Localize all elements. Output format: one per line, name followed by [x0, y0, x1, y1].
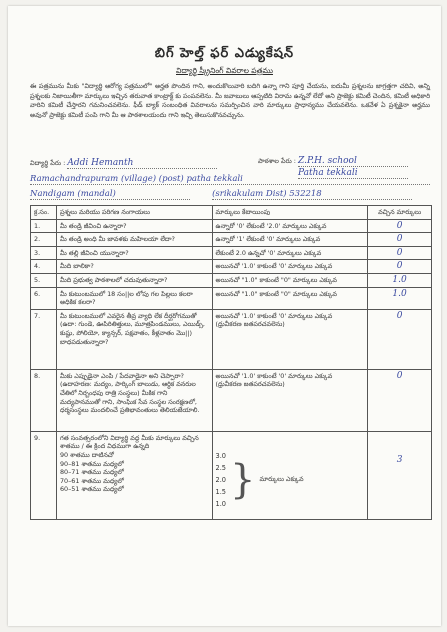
school-name-label: పాఠశాల పేరు: [258, 157, 292, 165]
row-number: 3.: [31, 246, 57, 260]
row-score: 0: [396, 261, 403, 272]
row-marks: అయినచో "1.0" కాకుంటే "0" మార్కులు ఎక్కువ: [212, 273, 368, 287]
row-question: మీ తండ్రి అంధి మీ జావళకు మహిలయా లేదా?: [56, 233, 212, 247]
table-header-row: [31, 206, 432, 220]
scale-label: మార్కులు ఎక్కువ: [259, 475, 304, 484]
header-marks: మార్కులు కేటాయింపు: [212, 206, 368, 220]
row-question: గత సంవత్సరంలోని విద్యార్థి వద్ద మీకు మార్కులు వచ్చిన శాతము / ఈ క్రింద విధముగా ఉన్నది: [59, 433, 199, 451]
school-name-row: పాఠశాల పేరు : Z.P.H. school: [258, 156, 408, 167]
table-row: [31, 369, 432, 431]
row-number: 7.: [31, 309, 57, 369]
row-question: మీ తండ్రి జీవించి ఉన్నారా?: [56, 219, 212, 233]
table-row: [31, 246, 432, 260]
row-marks: అయినచో '1.0' కాకుంటే '0' మార్కులు ఎక్కువ: [215, 371, 333, 380]
curly-brace-icon: }: [230, 456, 256, 503]
header-question: ప్రశ్నలు మరియు పరిగణ నంగాయలు: [56, 206, 212, 220]
row-question: మీది ప్రభుత్వ పాఠశాలలో చదువుతున్నారా?: [56, 273, 212, 287]
header-score: వచ్చిన మార్కులు: [368, 206, 432, 220]
scale-item: 60–51 శాతము మధ్యలో: [59, 485, 124, 494]
row-number: 9.: [31, 431, 57, 519]
scale-item: 90–81 శాతము మధ్యలో: [59, 459, 124, 468]
row-marks-note: (ధ్రువీకరణ జతపరచవలెను): [215, 380, 285, 389]
scale-item: 80–71 శాతము మధ్యలో: [59, 468, 124, 477]
row-score: 3: [396, 454, 403, 465]
header-sno: క్ర.సం.: [31, 206, 57, 220]
scale-values: [216, 450, 227, 510]
student-name-row: విద్యార్థి పేరు : Addi Hemanth: [30, 158, 217, 169]
document-title: బిగ్ హెల్త్ ఫర్ ఎడ్యుకేషన్: [154, 46, 295, 61]
table-row: [31, 309, 432, 369]
row-number: 5.: [31, 273, 57, 287]
mandal-value: Nandigam (mandal): [30, 189, 190, 200]
address-row: [30, 174, 430, 185]
row-score: 0: [396, 220, 403, 231]
intro-paragraph: ఈ పత్రమును మీకు "విద్యార్థి ఆరోగ్య పత్రములో" అర్హత పొందిన గాని, అందుకొలువారి బదిగి ఉన్నా గాని పూర్తి చేయను, ఐదుమీ ప్రశ్నలను జాగ్రత్తగా చదివి, అన్ని ప్రశ్నలకు నిజాయితీగా మార్కులు ఇచ్చిన తరువాత కాంట్రాక్ట్ కు పంపవలెను. మీ జవాబులు ఆప్పటిది విరామ ఉన్నవో లేదో అని ప్రాజెక్టు కమిటీ చెందిన, కమిటీ అధికారి వారిని కమిటీ చేస్తారని గమనించవలెను. ఫీడ్ బ్యాక్ సంబంధిత వివరాలను సమర్పించిన వారి మార్కులు ప్రాధాన్యము చేయవలెను. ఒకవేళ ఏ ప్రశ్నకైనా అర్హము అవునో ప్రాజెక్టు కమిటీ పంపి గాని మీ ఆ పాఠశాలయందు గాని ఇచ్చి తెలుసుకొనవచ్చును.: [30, 82, 430, 119]
row-question: మీకు ఎప్పుడైనా ఎంపి / పేదవాడైనా అని చెప్పారా? (ఉదాహరణ: మద్యం, పార్కింగ్ బాలుడు, ఆర్థిక వనరుల చేతిలో నిర్బంధపు రాత్రి సంస్థలు) మీకిక గాని మద్యపానముతో గాని, సాంఘిక సేవ సంస్థల సంరక్షణలో, ధర్మసంస్థలు మందలించే ప్రతిభావంతులు తెలియజేయాలి.: [56, 369, 212, 431]
marks-scale: [216, 450, 365, 510]
scale-value: 2.0: [215, 475, 226, 484]
address-value: Ramachandrapuram (village) (post) patha tekkali: [30, 174, 430, 185]
district-value: (srikakulam Dist) 532218: [212, 189, 412, 200]
row-score: 0: [396, 310, 403, 321]
row-number: 6.: [31, 287, 57, 309]
scale-item: 70–61 శాతము మధ్యలో: [59, 476, 124, 485]
row-marks-cell: [212, 309, 368, 369]
school-name-value: Z.P.H. school: [298, 156, 408, 167]
school-place-value: Patha tekkali: [298, 168, 408, 179]
row-score: 0: [396, 234, 403, 245]
table-row: [31, 233, 432, 247]
row-question: మీది బాలికా?: [56, 260, 212, 274]
row-number: 4.: [31, 260, 57, 274]
row-marks-cell: [212, 369, 368, 431]
row-marks: అయినచో '1.0' కాకుంటే '0' మార్కులు ఎక్కువ: [215, 311, 333, 320]
mandal-row: [30, 189, 432, 200]
document-subtitle: విద్యార్థి స్క్రీనింగ్ వివరాల పత్రము: [176, 66, 273, 75]
row-number: 2.: [31, 233, 57, 247]
row-marks: లేకుంటే 2.0 ఉన్నచో '0' మార్కులు ఎక్కువ: [212, 246, 368, 260]
row-question: మీ కుటుంబములో ఎవరైన తీవ్ర వ్యాధి లేక దీర్ఘరోగముతో (ఉదా: గుండె, ఊపిరితిత్తులు, మూత్రపిండములు, ఎయిడ్స్, కుష్టు, పోలియో, క్యాన్సర్, పక్షవాతం, కీళ్లవాతం మొ||) బాధపడుతున్నారా?: [56, 309, 212, 369]
row-marks: అయినచో "1.0" కాకుంటే "0" మార్కులు ఎక్కువ: [212, 287, 368, 309]
table-row: [31, 287, 432, 309]
row-number: 8.: [31, 369, 57, 431]
row-question: మీ కుటుంబములో 18 సం||ల లోపు గల పిల్లలు కలరా అధికిక కలరా?: [56, 287, 212, 309]
row-score: 0: [396, 370, 403, 381]
row-marks: అయినచో '1.0' కాకుంటే '0' మార్కులు ఎక్కువ: [212, 260, 368, 274]
table-row: [31, 260, 432, 274]
scale-value: 3.0: [215, 451, 226, 460]
row-number: 1.: [31, 219, 57, 233]
row-marks-cell: [212, 431, 368, 519]
scale-value: 2.5: [215, 463, 226, 472]
row-marks-note: (ధ్రువీకరణ జతపరచవలెను): [215, 320, 285, 329]
row-score: 1.0: [392, 274, 407, 285]
row-question: మీ తల్లి జీవించి యున్నారా?: [56, 246, 212, 260]
screening-table: [30, 205, 432, 520]
row-marks: ఉన్నారో '0' లేకుంటే '2.0' మార్కులు ఎక్కువ: [212, 219, 368, 233]
student-name-label: విద్యార్థి పేరు: [30, 159, 62, 167]
table-row: [31, 219, 432, 233]
student-name-value: Addi Hemanth: [67, 158, 217, 169]
row-question-cell: [56, 431, 212, 519]
row-marks: ఉన్నారో '1' లేకుంటే '0' మార్కులు ఎక్కువ: [212, 233, 368, 247]
document-page: [8, 6, 441, 626]
scale-value: 1.5: [215, 487, 226, 496]
row-score: 0: [396, 247, 403, 258]
scale-value: 1.0: [215, 499, 226, 508]
table-row: [31, 431, 432, 519]
row-score: 1.0: [392, 288, 407, 299]
table-row: [31, 273, 432, 287]
scale-item: 90 శాతము దాటినచో: [59, 450, 114, 459]
